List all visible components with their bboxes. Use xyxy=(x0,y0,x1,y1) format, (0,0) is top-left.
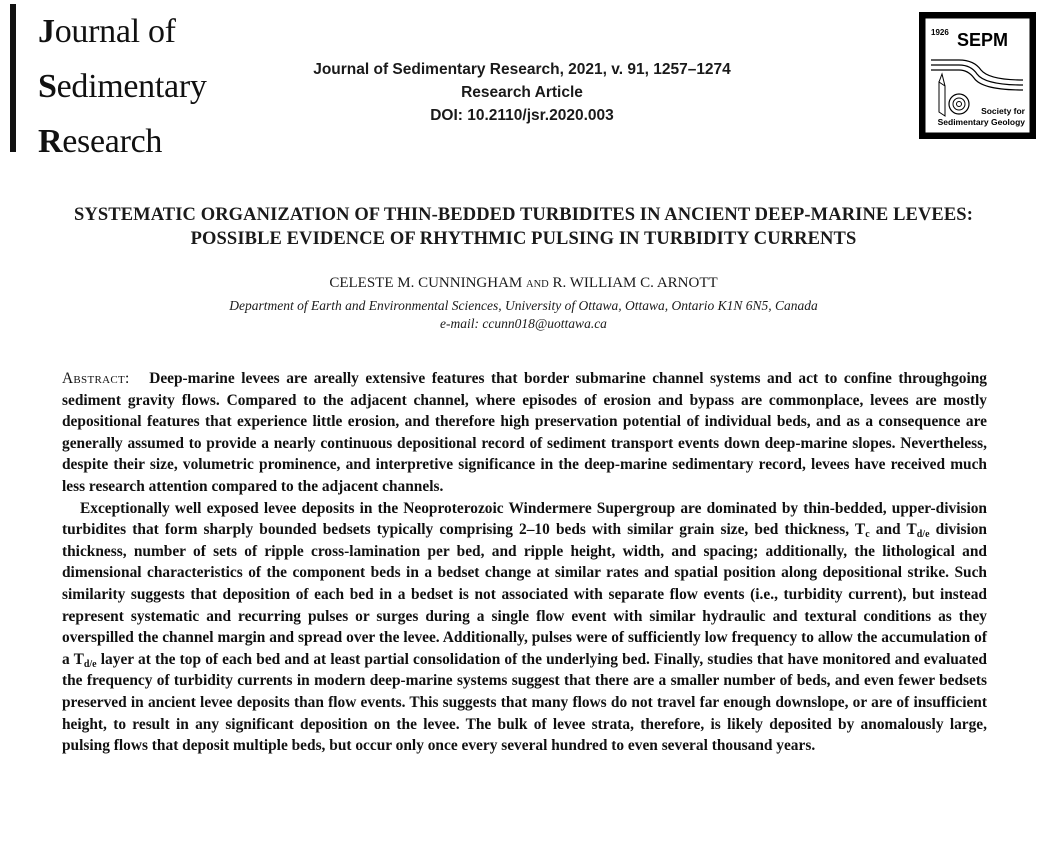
abstract-text-2c: division thickness, number of sets of ripple cross-lamination per bed, and ripple height, width, and spacing; additionally, the lithological and dimensional characteristics of the component beds in a bedset change at similar rates and spatial position along depositional strike. Such similarity suggests that deposition of each bed in a bedset is not associated with separate flow events (i.e., turbidity current), but instead represent systematic and recurring pulses or surges during a single flow event with similar hydraulic and textural conditions as they overspilled the channel margin and spread over the levee. Additionally, pulses were of sufficiently low frequency to allow the accumulation of a T xyxy=(62,521,987,668)
article-title xyxy=(0,203,1047,251)
abstract-paragraph-2 xyxy=(62,498,987,757)
logo-tagline-1: Society for xyxy=(981,106,1025,116)
department: Department of Earth and Environmental Sciences, University of Ottawa, Ottawa, Ontario K1N 6N5, Canada xyxy=(229,298,818,313)
logo-year: 1926 xyxy=(931,28,949,37)
journal-wordmark xyxy=(10,4,207,160)
author-2: R. WILLIAM C. ARNOTT xyxy=(552,275,718,291)
author-1: CELESTE M. CUNNINGHAM xyxy=(329,275,523,291)
abstract-text-2b: and T xyxy=(869,521,917,539)
author-list xyxy=(0,275,1047,292)
author-conjunction: AND xyxy=(526,279,549,290)
journal-line-2: Sedimentary xyxy=(38,68,207,105)
title-line-2: POSSIBLE EVIDENCE OF RHYTHMIC PULSING IN TURBIDITY CURRENTS xyxy=(190,229,857,249)
abstract-text-2d: layer at the top of each bed and at least partial consolidation of the underlying bed. Finally, studies that have monitored and evaluated the frequency of turbidity currents in modern deep-marine systems suggest that there are a smaller number of beds, and even fewer bedsets preserved in ancient levee deposits than flow events. This suggests that many flows do not travel far enough downslope, or are of insufficient height, to result in any significant deposition on the levee. The bulk of levee strata, therefore, is likely deposited by anomalously large, pulsing flows that deposit multiple beds, but occur only once every several hundred to even several thousand years. xyxy=(62,650,987,755)
abstract-paragraph-1 xyxy=(62,368,987,498)
logo-tagline-2: Sedimentary Geology xyxy=(937,117,1025,127)
journal-line-1: Journal of xyxy=(38,13,176,50)
abstract xyxy=(62,368,987,757)
masthead xyxy=(262,58,782,127)
logo-name: SEPM xyxy=(957,30,1009,50)
sepm-logo xyxy=(919,12,1036,139)
title-line-1: SYSTEMATIC ORGANIZATION OF THIN-BEDDED TURBIDITES IN ANCIENT DEEP-MARINE LEVEES: xyxy=(74,205,973,225)
article-type: Research Article xyxy=(461,84,583,101)
subscript-de: d/e xyxy=(916,529,930,541)
subscript-de-2: d/e xyxy=(83,658,97,670)
subscript-c: c xyxy=(865,529,870,541)
journal-line-3: Research xyxy=(38,123,163,160)
citation: Journal of Sedimentary Research, 2021, v. 91, 1257–1274 xyxy=(313,61,731,78)
abstract-text-2a: Exceptionally well exposed levee deposits in the Neoproterozoic Windermere Supergroup are dominated by thin-bedded, upper-division turbidites that form sharply bounded bedsets typically comprising 2–10 beds with similar grain size, bed thickness, T xyxy=(62,499,987,539)
sepm-ammonite-logo-icon xyxy=(919,12,1036,139)
affiliation xyxy=(0,297,1047,333)
abstract-text-1: Deep-marine levees are areally extensive features that border submarine channel systems and act to confine throughgoing sediment gravity flows. Compared to the adjacent channel, where episodes of erosion and bypass are commonplace, levees are mostly depositional features that experience little erosion, and therefore high preservation potential of individual beds, and as a consequence are generally assumed to provide a nearly continuous depositional record of sediment transport events down deep-marine slopes. Nevertheless, despite their size, volumetric prominence, and interpretive significance in the deep-marine sedimentary record, levees have received much less research attention compared to the adjacent channels. xyxy=(62,370,987,495)
doi[interactable]: DOI: 10.2110/jsr.2020.003 xyxy=(430,107,614,124)
abstract-label: Abstract: xyxy=(62,370,130,387)
email[interactable]: e-mail: ccunn018@uottawa.ca xyxy=(440,316,607,331)
